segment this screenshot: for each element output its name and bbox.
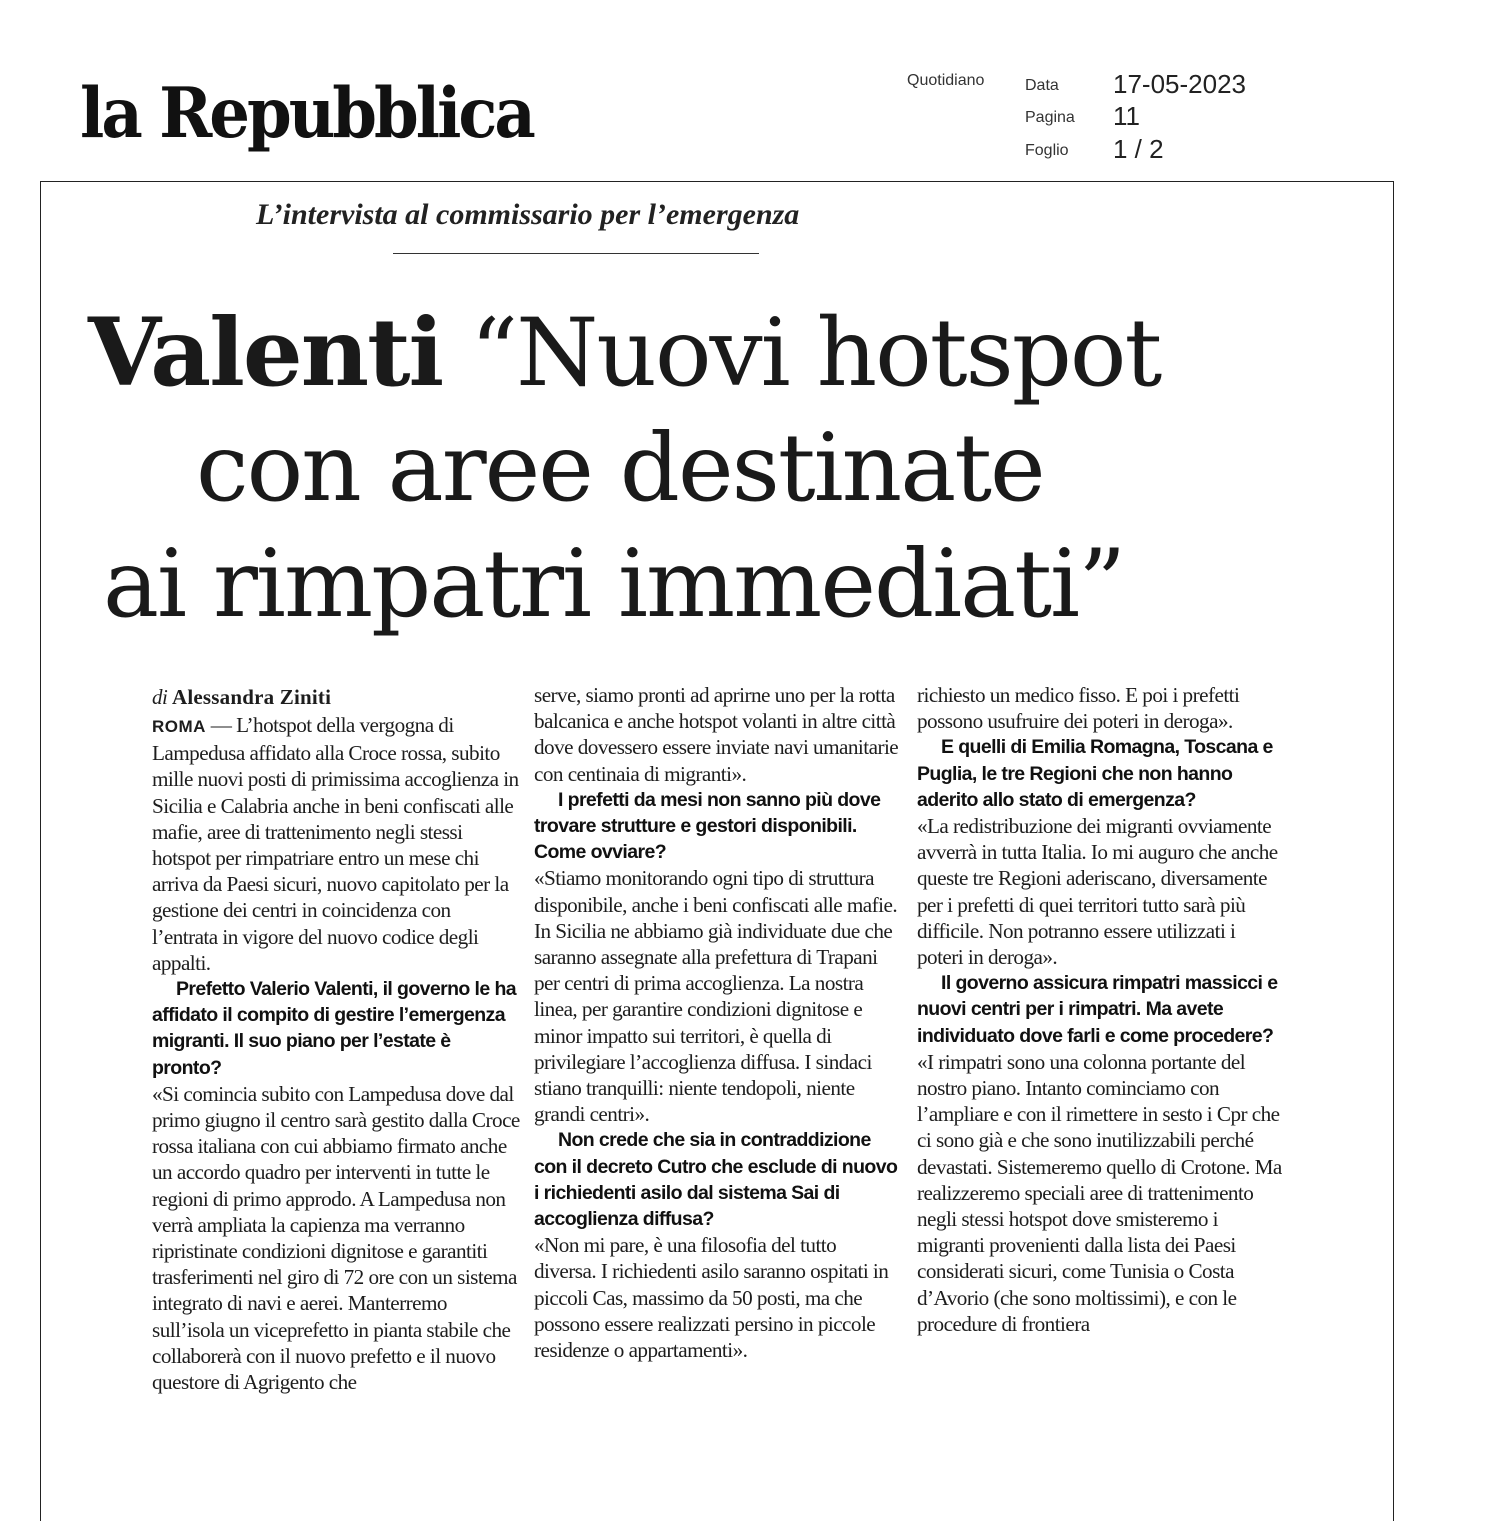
question-3: Non crede che sia in contraddizione con il decreto Cutro che esclude di nuovo i richiedenti asilo dal sistema Sai di accoglienza diffusa? [534, 1129, 898, 1231]
meta-label-foglio: Foglio [1025, 142, 1069, 159]
answer-1: «Si comincia subito con Lampedusa dove dal primo giugno il centro sarà gestito dalla Croce rossa italiana con cui abbiamo firmato anche un accordo quadro per interventi in tutte le regioni di primo approdo. A Lampedusa non verrà ampliata la capienza ma verranno ripristinate condizioni dignitose e garantiti trasferimenti nel giro di 72 ore con un sistema integrato di navi e aerei. Manterremo sull’isola un viceprefetto in pianta stabile che collaborerà con il nuovo prefetto e il nuovo questore di Agrigento che [152, 1081, 520, 1395]
answer-continued-2: richiesto un medico fisso. E poi i prefetti possono usufruire dei poteri in deroga». [917, 683, 1240, 734]
answer-2: «Stiamo monitorando ogni tipo di struttura disponibile, anche i beni confiscati alle mafie. In Sicilia ne abbiamo già individuate due che saranno assegnate alla prefettura di Trapani per centri di prima accoglienza. La nostra linea, per garantire condizioni dignitose e minor impatto sui territori, è quella di privilegiare l’accoglienza diffusa. I sindaci stiano tranquilli: niente tendopoli, niente grandi centri». [534, 866, 898, 1127]
byline [152, 682, 520, 712]
article-column-2 [534, 682, 902, 1500]
headline-line-3: ai rimpatri immediati” [103, 530, 1125, 639]
lead-text: — L’hotspot della vergogna di Lampedusa affidato alla Croce rossa, subito mille nuovi posti di primissima accoglienza in Sicilia e Calabria anche in beni confiscati alle mafie, aree di trattenimento negli stessi hotspot per rimpatriare entro un mese chi arriva da Paesi sicuri, nuovo capitolato per la gestione dei centri in coincidenza con l’entrata in vigore del nuovo codice degli appalti. [152, 713, 519, 975]
question-5: Il governo assicura rimpatri massicci e nuovi centri per i rimpatri. Ma avete individuato dove farli e come procedere? [917, 972, 1278, 1047]
byline-author: Alessandra Ziniti [171, 685, 332, 709]
article-column-1 [152, 682, 520, 1500]
question-4: E quelli di Emilia Romagna, Toscana e Puglia, le tre Regioni che non hanno aderito allo stato di emergenza? [917, 736, 1273, 811]
meta-value-date: 17-05-2023 [1113, 69, 1246, 99]
meta-value-sheet: 1 / 2 [1113, 134, 1164, 164]
meta-value-page: 11 [1113, 101, 1140, 131]
lead-paragraph [152, 712, 520, 976]
publication-type: Quotidiano [907, 72, 985, 89]
headline-name: Valenti [88, 298, 443, 408]
meta-label-pagina: Pagina [1025, 109, 1075, 126]
article-kicker: L’intervista al commissario per l’emergenza [256, 198, 800, 231]
question-2: I prefetti da mesi non sanno più dove trovare strutture e gestori disponibili. Come ovviare? [534, 788, 881, 864]
article-column-3 [917, 682, 1285, 1500]
headline-quote-start: “Nuovi hotspot [470, 299, 1161, 408]
byline-prefix: di [152, 685, 168, 709]
answer-continued: serve, siamo pronti ad aprirne uno per la rotta balcanica e anche hotspot volanti in altre città dove dovessero essere inviate navi umanitarie con centinaia di migranti». [534, 683, 899, 786]
headline-line-2: con aree destinate [196, 414, 1044, 523]
newspaper-logo: la Repubblica [80, 73, 533, 155]
headline-line-1 [88, 298, 1161, 408]
dateline: ROMA [152, 717, 206, 736]
article-headline [0, 0, 1500, 660]
answer-5: «I rimpatri sono una colonna portante del nostro piano. Intanto cominciamo con l’ampliare e con il rimettere in sesto i Cpr che ci sono già e che sono inutilizzabili perché devastati. Sistemeremo quello di Crotone. Ma realizzeremo speciali aree di trattenimento negli stessi hotspot dove smisteremo i migranti provenienti dalla lista dei Paesi considerati sicuri, come Tunisia o Costa d’Avorio (che sono moltissimi), e con le procedure di frontiera [917, 1049, 1282, 1336]
question-1: Prefetto Valerio Valenti, il governo le ha affidato il compito di gestire l’emergenza migranti. Il suo piano per l’estate è pronto? [152, 978, 516, 1079]
answer-3: «Non mi pare, è una filosofia del tutto diversa. I richiedenti asilo saranno ospitati in piccoli Cas, massimo da 50 posti, ma che possono essere realizzati persino in piccole residenze o appartamenti». [534, 1233, 889, 1363]
answer-4: «La redistribuzione dei migranti ovviamente avverrà in tutta Italia. Io mi auguro che anche queste tre Regioni aderiscano, diversamente per i prefetti di quei territori tutto sarà più difficile. Non potranno essere utilizzati i poteri in deroga». [917, 814, 1278, 970]
meta-label-data: Data [1025, 77, 1059, 94]
